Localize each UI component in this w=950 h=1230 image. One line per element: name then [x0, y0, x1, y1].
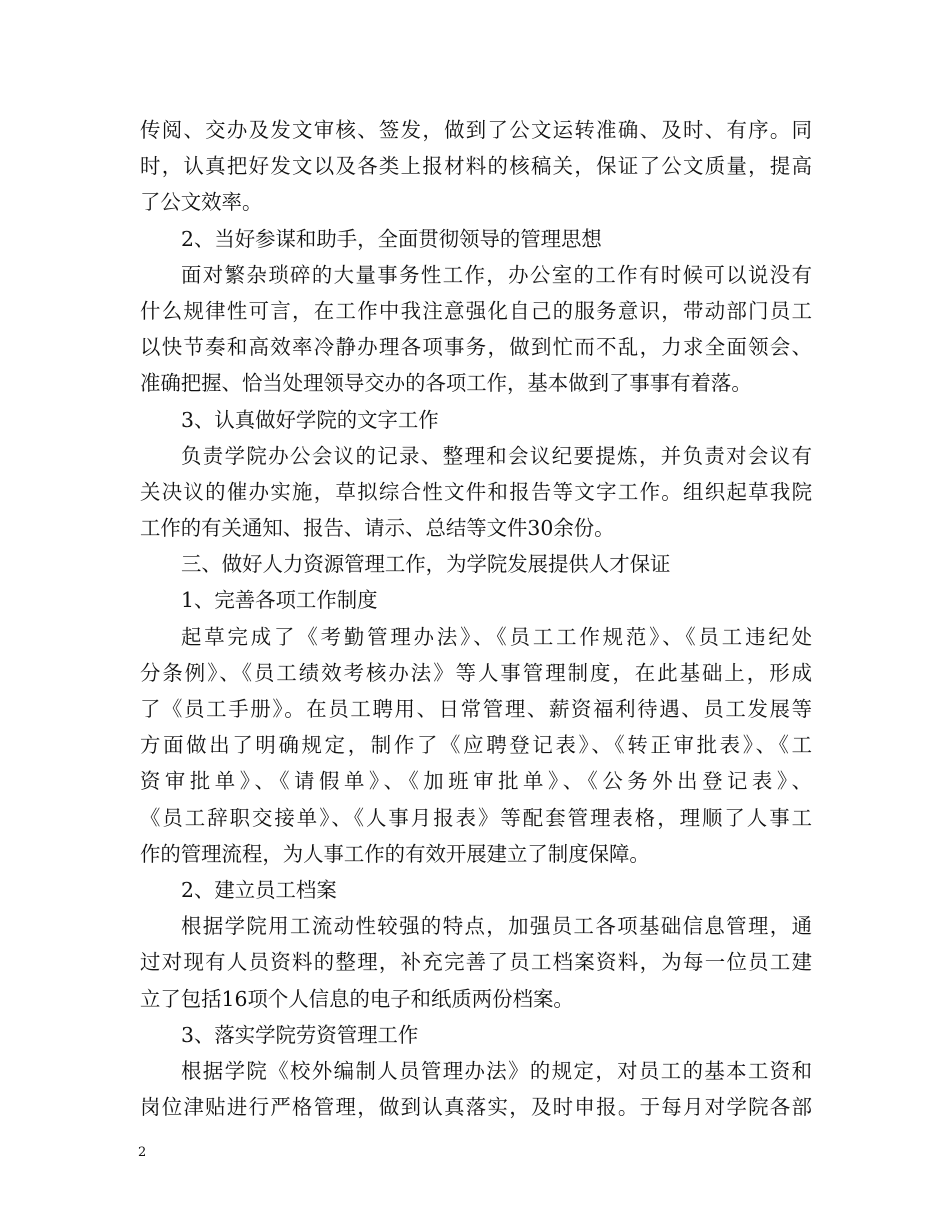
document-body [140, 112, 812, 1125]
section-heading: 3、认真做好学院的文字工作 [181, 407, 439, 432]
section-heading: 三、做好人力资源管理工作，为学院发展提供人才保证 [181, 552, 671, 577]
text-line: 以快节奏和高效率冷静办理各项事务，做到忙而不乱，力求全面领会、 [140, 335, 812, 360]
text-line: 传阅、交办及发文审核、签发，做到了公文运转准确、及时、有序。同 [140, 118, 812, 142]
page-number: 2 [138, 1145, 147, 1160]
text-line: 资审批单》、《请假单》、《加班审批单》、《公务外出登记表》、 [140, 769, 812, 794]
text-line: 时，认真把好发文以及各类上报材料的核稿关，保证了公文质量，提高 [140, 154, 812, 179]
text-line: 关决议的催办实施，草拟综合性文件和报告等文字工作。组织起草我院 [140, 479, 812, 504]
section-heading: 1、完善各项工作制度 [181, 588, 378, 613]
section-heading: 2、建立员工档案 [181, 877, 337, 902]
text-line: 《员工辞职交接单》、《人事月报表》等配套管理表格，理顺了人事工 [140, 805, 812, 830]
text-line: 方面做出了明确规定，制作了《应聘登记表》、《转正审批表》、《工 [140, 733, 812, 758]
text-line: 什么规律性可言，在工作中我注意强化自己的服务意识，带动部门员工 [140, 298, 812, 323]
text-line: 根据学院用工流动性较强的特点，加强员工各项基础信息管理，通 [181, 914, 812, 939]
text-line: 了《员工手册》。在员工聘用、日常管理、薪资福利待遇、员工发展等 [140, 697, 812, 721]
text-line: 准确把握、恰当处理领导交办的各项工作，基本做到了事事有着落。 [140, 371, 752, 396]
text-line: 过对现有人员资料的整理，补充完善了员工档案资料，为每一位员工建 [140, 950, 812, 975]
text-line: 岗位津贴进行严格管理，做到认真落实，及时申报。于每月对学院各部 [140, 1095, 812, 1120]
section-heading: 3、落实学院劳资管理工作 [181, 1022, 419, 1047]
text-line: 面对繁杂琐碎的大量事务性工作，办公室的工作有时候可以说没有 [181, 262, 812, 287]
text-line: 起草完成了《考勤管理办法》、《员工工作规范》、《员工违纪处 [181, 624, 812, 649]
text-line: 负责学院办公会议的记录、整理和会议纪要提炼，并负责对会议有 [181, 443, 812, 468]
text-line: 根据学院《校外编制人员管理办法》的规定，对员工的基本工资和 [181, 1058, 812, 1083]
section-heading: 2、当好参谋和助手，全面贯彻领导的管理思想 [181, 226, 602, 251]
text-line: 了公文效率。 [140, 190, 263, 215]
text-line: 工作的有关通知、报告、请示、总结等文件30余份。 [140, 516, 615, 541]
text-line: 分条例》、《员工绩效考核办法》等人事管理制度，在此基础上，形成 [140, 660, 812, 685]
text-line: 立了包括16项个人信息的电子和纸质两份档案。 [140, 986, 574, 1011]
text-line: 作的管理流程，为人事工作的有效开展建立了制度保障。 [140, 841, 650, 866]
